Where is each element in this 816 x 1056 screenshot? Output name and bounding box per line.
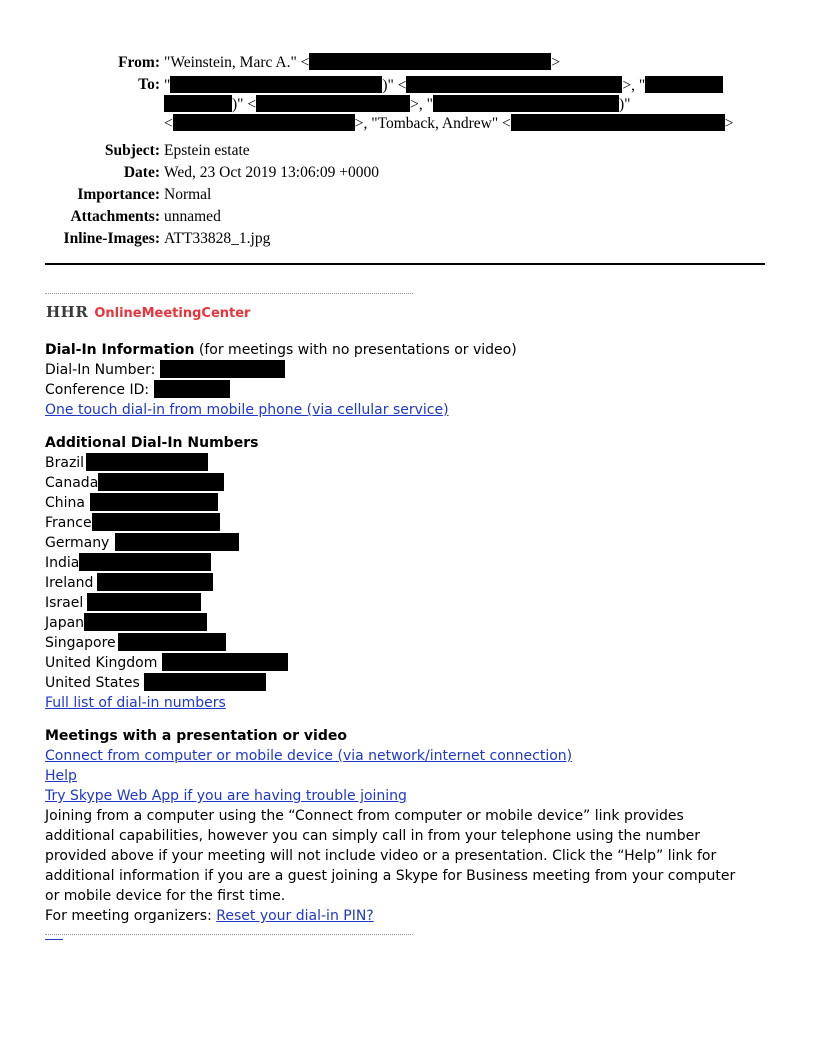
redaction-bar (164, 95, 232, 112)
to-line-3: < >, "Tomback, Andrew" < > (164, 115, 734, 132)
redaction-bar (98, 473, 224, 491)
redaction-bar (79, 553, 211, 571)
country-row (45, 673, 765, 693)
inline-images-value: ATT33828_1.jpg (164, 230, 271, 247)
country-label: United Kingdom (45, 655, 158, 671)
redaction-bar (154, 380, 230, 398)
redaction-bar (84, 613, 207, 631)
redaction-bar (173, 114, 355, 131)
organizers-row (45, 906, 765, 926)
redaction-bar (256, 95, 410, 112)
dotted-separator-top (45, 293, 413, 294)
full-list-link[interactable]: Full list of dial-in numbers (45, 695, 226, 711)
country-row (45, 513, 765, 533)
country-row (45, 453, 765, 473)
country-row (45, 653, 765, 673)
redaction-bar (115, 533, 239, 551)
redaction-bar (645, 76, 723, 93)
attachments-label: Attachments: (70, 208, 160, 225)
country-row (45, 633, 765, 653)
country-row (45, 533, 765, 553)
date-label: Date: (123, 164, 160, 181)
conference-id-label: Conference ID: (45, 382, 150, 398)
attachments-value: unnamed (164, 208, 221, 225)
redaction-bar (406, 76, 622, 93)
attachments-row (0, 206, 816, 228)
country-row (45, 493, 765, 513)
redaction-bar (97, 573, 213, 591)
dotted-separator-bottom (45, 934, 413, 935)
country-row (45, 553, 765, 573)
redaction-bar (162, 653, 288, 671)
to-line-1: " )" < >, " (164, 76, 723, 95)
dial-in-number-row (45, 360, 765, 380)
hhr-logo (46, 303, 250, 321)
to-line-2: )" < >, " )" (164, 95, 630, 114)
country-label: Japan (45, 615, 85, 631)
subject-value: Epstein estate (164, 142, 250, 159)
logo-text: OnlineMeetingCenter (94, 306, 251, 321)
redaction-bar (92, 513, 220, 531)
redaction-bar (118, 633, 226, 651)
country-row (45, 593, 765, 613)
one-touch-row (45, 400, 765, 420)
to-label: To: (138, 76, 160, 93)
dial-in-number-label: Dial-In Number: (45, 362, 156, 378)
redaction-bar (309, 53, 551, 70)
to-row (0, 74, 816, 140)
redaction-bar (144, 673, 266, 691)
subject-label: Subject: (104, 142, 160, 159)
email-header (0, 52, 816, 250)
redaction-bar (160, 360, 285, 378)
help-link[interactable]: Help (45, 768, 77, 784)
redaction-bar (86, 453, 208, 471)
country-label: Canada (45, 475, 99, 491)
country-label: France (45, 515, 92, 531)
from-label: From: (118, 54, 160, 71)
country-row (45, 473, 765, 493)
redaction-bar (87, 593, 201, 611)
country-label: United States (45, 675, 140, 691)
meetings-heading: Meetings with a presentation or video (45, 728, 347, 744)
logo-mark: HHR (46, 303, 89, 321)
reset-pin-link[interactable]: Reset your dial-in PIN? (216, 908, 374, 924)
importance-row (0, 184, 816, 206)
from-value: "Weinstein, Marc A." < > (164, 54, 561, 71)
inline-images-label: Inline-Images: (63, 230, 160, 247)
country-label: India (45, 555, 80, 571)
meeting-body (45, 340, 765, 940)
one-touch-dial-in-link[interactable]: One touch dial-in from mobile phone (via cellular service) (45, 402, 449, 418)
redaction-bar (90, 493, 218, 511)
subject-row (0, 140, 816, 162)
importance-label: Importance: (77, 186, 160, 203)
from-row (0, 52, 816, 74)
country-row (45, 613, 765, 633)
joining-paragraph: Joining from a computer using the “Connect from computer or mobile device” link provides additional capabilities, however you can simply call in from your telephone using the number provided above if your meeting will not include video or a presentation. Click the “Help” link for additional information if you are a guest joining a Skype for Business meeting from your computer or mobile device for the first time. (45, 808, 736, 904)
country-row (45, 573, 765, 593)
importance-value: Normal (164, 186, 212, 203)
country-label: Israel (45, 595, 84, 611)
redaction-bar (170, 76, 382, 93)
date-value: Wed, 23 Oct 2019 13:06:09 +0000 (164, 164, 380, 181)
country-label: Singapore (45, 635, 116, 651)
additional-heading: Additional Dial-In Numbers (45, 435, 259, 451)
date-row (0, 162, 816, 184)
country-label: China (45, 495, 85, 511)
country-label: Ireland (45, 575, 94, 591)
dial-in-heading: Dial-In Information (for meetings with no presentations or video) (45, 342, 517, 358)
country-label: Germany (45, 535, 110, 551)
connect-link[interactable]: Connect from computer or mobile device (via network/internet connection) (45, 748, 573, 764)
organizers-label: For meeting organizers: (45, 908, 217, 924)
inline-images-row (0, 228, 816, 250)
redaction-bar (511, 114, 725, 131)
country-label: Brazil (45, 455, 85, 471)
skype-web-app-link[interactable]: Try Skype Web App if you are having trouble joining (45, 788, 407, 804)
full-list-row (45, 693, 765, 713)
redaction-bar (433, 95, 619, 112)
conference-id-row (45, 380, 765, 400)
header-divider (45, 263, 765, 265)
